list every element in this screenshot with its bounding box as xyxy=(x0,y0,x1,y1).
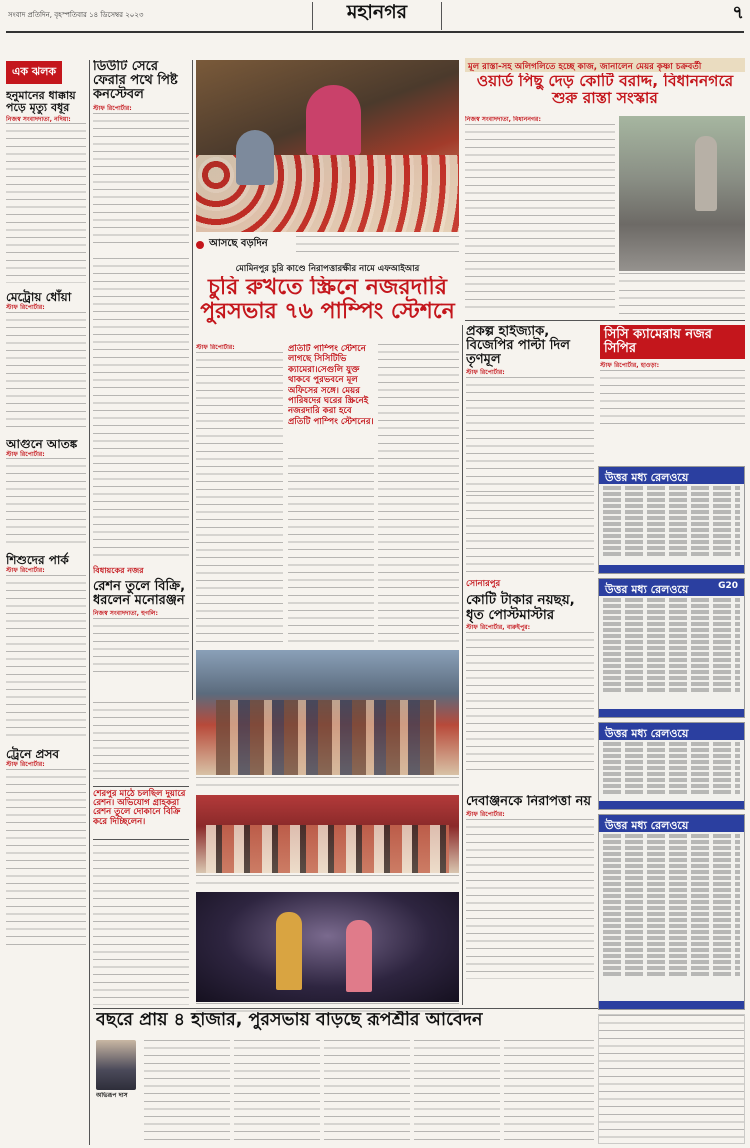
rail-row xyxy=(603,888,740,892)
right-top-byline: নিজস্ব সংবাদদাতা, বিধাননগর: xyxy=(465,116,541,123)
story5-text xyxy=(6,769,86,949)
rail-row xyxy=(603,930,740,934)
sub-story-title: শেরপুর মাঠে চলছিল দুয়ারে রেশন। অভিযোগ গ্রাহকরা রেশন তুলে দোকানে বিক্রি করে দিচ্ছিলেন। xyxy=(93,786,189,840)
ration-photo xyxy=(196,650,459,775)
rail-row xyxy=(603,622,740,626)
rail-row xyxy=(603,534,740,538)
mla-text xyxy=(93,618,189,678)
center-rule xyxy=(462,325,463,1005)
rail-row xyxy=(603,634,740,638)
rail-row xyxy=(603,858,740,862)
main-body-3 xyxy=(378,344,459,644)
rail-row xyxy=(603,498,740,502)
dancer-1 xyxy=(276,912,302,990)
rail-ad-2-title-text: উত্তর মধ্য রেলওয়ে xyxy=(605,583,689,596)
dance-photo xyxy=(196,892,459,1002)
rail-ad-4-footer xyxy=(599,1001,744,1009)
rail-row xyxy=(603,966,740,970)
dancer-2 xyxy=(346,920,372,992)
bottom-col-5 xyxy=(504,1040,594,1144)
rail-row xyxy=(603,936,740,940)
rail-row xyxy=(603,876,740,880)
story2-byline: স্টাফ রিপোর্টার: xyxy=(6,304,45,312)
rail-row xyxy=(603,540,740,544)
rail-row xyxy=(603,546,740,550)
dev-title: দেবাঞ্জনকে নিরাপত্তা নয় xyxy=(466,795,592,809)
cctv-byline: স্টাফ রিপোর্টার, হাওড়া: xyxy=(600,362,660,370)
bottom-col-4 xyxy=(414,1040,500,1144)
rail-ad-3-footer xyxy=(599,801,744,809)
rail-ad-2-footer xyxy=(599,709,744,717)
rail-row xyxy=(603,492,740,496)
rail-ad-2 xyxy=(598,578,745,718)
main-pullquote: প্রতিটি পাম্পিং স্টেশনে লাগছে সিসিটিভি ক্যামেরা।সেগুলি যুক্ত থাকবে পুরভবনে মূল অফিসের সঙ্গে। মেয়র পারিষদের ঘরের স্ক্রিনেই নজরদারি করা হবে প্রতিটি পাম্পিং স্টেশনের। xyxy=(288,344,374,427)
story3-byline: স্টাফ রিপোর্টার: xyxy=(6,450,45,458)
post-kicker: সোনারপুর xyxy=(466,579,501,589)
hijack-story xyxy=(466,325,594,495)
rail-row xyxy=(603,522,740,526)
rail-row xyxy=(603,864,740,868)
rail-row xyxy=(603,846,740,850)
main-body-1 xyxy=(196,352,283,642)
rail-row xyxy=(603,948,740,952)
rail-row xyxy=(603,640,740,644)
page-number: ৭ xyxy=(732,3,744,23)
left-column xyxy=(6,60,86,1145)
child-figure xyxy=(236,130,274,185)
rail-row xyxy=(603,942,740,946)
story4-byline: স্টাফ রিপোর্টার: xyxy=(6,567,45,575)
rail-row xyxy=(603,688,740,692)
rail-row xyxy=(603,894,740,898)
constable-story xyxy=(93,60,189,255)
hijack-byline: স্টাফ রিপোর্টার: xyxy=(466,369,505,377)
rail-ad-1 xyxy=(598,466,745,574)
mla-story xyxy=(93,565,189,700)
road-repair-photo xyxy=(619,116,745,271)
rail-row xyxy=(603,954,740,958)
hijack-text xyxy=(466,377,594,495)
cctv-title: সিসি ক্যামেরায় নজর সিপির xyxy=(600,325,745,359)
mla-text-2 xyxy=(93,702,189,782)
quick-news-tag: এক ঝলক xyxy=(6,61,62,84)
rail-row xyxy=(603,598,740,602)
bottom-byline: অভিরূপ দাস xyxy=(96,1092,128,1099)
rail-row xyxy=(603,784,740,788)
rail-row xyxy=(603,840,740,844)
rail-row xyxy=(603,528,740,532)
mla-byline: নিজস্ব সংবাদদাতা, হুগলি: xyxy=(93,610,159,618)
rail-row xyxy=(603,900,740,904)
left-col-rule xyxy=(89,60,90,1145)
constable-byline: স্টাফ রিপোর্টার: xyxy=(93,105,132,113)
right-top-title: ওয়ার্ড পিছু দেড় কোটি বরাদ্দ, বিধাননগরে শুরু রাস্তা সংস্কার xyxy=(476,73,734,107)
rail-row xyxy=(603,628,740,632)
story1-byline: নিজস্ব সংবাদদাতা, নদিয়া: xyxy=(6,115,71,123)
main-text-col1 xyxy=(196,344,283,644)
caption-text xyxy=(296,236,459,254)
rail-row xyxy=(603,748,740,752)
bottom-rule xyxy=(93,1008,598,1009)
rail-row xyxy=(603,924,740,928)
constable-text xyxy=(93,113,189,243)
rail-row xyxy=(603,510,740,514)
rail-row xyxy=(603,790,740,794)
col2-rule xyxy=(192,60,193,700)
right-top-text xyxy=(465,116,615,316)
bottom-col-3 xyxy=(324,1040,410,1144)
story1-text xyxy=(6,123,86,283)
rail-row xyxy=(603,664,740,668)
caption-dot-icon xyxy=(196,241,204,249)
post-story xyxy=(466,577,594,792)
rail-ad-1-footer xyxy=(599,565,744,573)
constable-text-cont xyxy=(93,258,189,558)
rail-row xyxy=(603,676,740,680)
main-kicker: মোমিনপুর চুরি কাণ্ডে নিরাপত্তারক্ষীর নামে এফআইআর xyxy=(235,264,420,274)
rail-row xyxy=(603,906,740,910)
rail-row xyxy=(603,972,740,976)
story3-title: আগুনে আতঙ্ক xyxy=(6,436,78,451)
cctv-text xyxy=(600,370,745,430)
rail-row xyxy=(603,778,740,782)
person-figure xyxy=(306,85,361,155)
photo-caption-row xyxy=(196,234,459,256)
masthead-left-info: সংবাদ প্রতিদিন, বৃহস্পতিবার ১৪ ডিসেম্বর ২০২৩ xyxy=(8,11,144,19)
masthead-rule xyxy=(6,31,744,33)
rail-row xyxy=(603,882,740,886)
bottom-right-ad xyxy=(598,1014,745,1144)
mla-title: রেশন তুলে বিক্রি, ধরলেন মনোরঞ্জন xyxy=(93,579,186,609)
story3-text xyxy=(6,458,86,546)
constable-title: ডিউটি সেরে ফেরার পথে পিষ্ট কনস্টেবল xyxy=(93,60,178,103)
rail-row xyxy=(603,834,740,838)
rail-ad-3 xyxy=(598,722,745,810)
christmas-photo xyxy=(196,60,459,232)
story5-byline: স্টাফ রিপোর্টার: xyxy=(6,760,45,768)
cctv-story xyxy=(600,325,745,460)
rail-row xyxy=(603,670,740,674)
rail-row xyxy=(603,552,740,556)
mla-kicker: বিধায়কের নজর xyxy=(93,566,144,575)
rail-row xyxy=(603,652,740,656)
rail-row xyxy=(603,604,740,608)
bottom-col-2 xyxy=(234,1040,320,1144)
dev-text xyxy=(466,819,594,979)
rail-ad-4 xyxy=(598,814,745,1010)
right-top-kicker: মূল রাস্তা-সহ অলিগলিতে হচ্ছে কাজ, জানালেন মেয়র কৃষ্ণা চক্রবর্তী xyxy=(465,58,745,72)
story1-title: হনুমানের ধাক্কায় পড়ে মৃত্যু বধূর xyxy=(6,89,76,114)
story4-title: শিশুদের পার্ক xyxy=(6,553,69,568)
rail-ad-1-title: উত্তর মধ্য রেলওয়ে xyxy=(599,467,744,484)
rail-row xyxy=(603,616,740,620)
rail-row xyxy=(603,766,740,770)
rail-row xyxy=(603,646,740,650)
story5-title: ট্রেনে প্রসব xyxy=(6,746,60,761)
rail-row xyxy=(603,912,740,916)
right-top-body-2 xyxy=(619,290,745,317)
post-title: কোটি টাকার নয়ছয়, ধৃত পোস্টমাস্টার xyxy=(466,592,575,623)
rail-row xyxy=(603,772,740,776)
hijack-text-2 xyxy=(466,495,594,573)
worker-figure xyxy=(695,136,717,211)
ration-crowd xyxy=(216,700,436,775)
main-byline: স্টাফ রিপোর্টার: xyxy=(196,344,235,351)
dev-story xyxy=(466,795,594,1005)
rail-row xyxy=(603,658,740,662)
rail-row xyxy=(603,516,740,520)
post-byline: স্টাফ রিপোর্টার, বারুইপুর: xyxy=(466,624,531,632)
story4-text xyxy=(6,575,86,740)
rail-row xyxy=(603,760,740,764)
bottom-col-1 xyxy=(144,1040,230,1144)
road-photo-caption xyxy=(619,273,745,287)
main-body-2 xyxy=(288,458,374,644)
main-title: চুরি রুখতে স্ক্রিনে নজরদারি পুরসভার ৭৬ পাম্পিং স্টেশনে xyxy=(200,276,455,324)
sub-story-text xyxy=(93,845,189,1005)
rail-row xyxy=(603,918,740,922)
story2-title: মেট্রোয় ধোঁয়া xyxy=(6,290,72,305)
rail-ad-2-title xyxy=(599,579,744,596)
rail-row xyxy=(603,754,740,758)
rail-row xyxy=(603,610,740,614)
author-avatar xyxy=(96,1040,136,1090)
rail-row xyxy=(603,852,740,856)
bottom-title: বছরে প্রায় ৪ হাজার, পুরসভায় বাড়ছে রূপশ্রীর আবেদন xyxy=(96,1011,483,1030)
ration-caption xyxy=(196,777,459,791)
hijack-title: প্রকল্প হাইজ্যাক, বিজেপির পাল্টা দিল তৃণমূল xyxy=(466,325,570,368)
dev-byline: স্টাফ রিপোর্টার: xyxy=(466,811,505,819)
rail-row xyxy=(603,682,740,686)
rail-row xyxy=(603,960,740,964)
rail-row xyxy=(603,504,740,508)
seminar-photo xyxy=(196,795,459,873)
seminar-caption xyxy=(196,875,459,889)
right-top-rule xyxy=(465,320,745,321)
rail-row xyxy=(603,742,740,746)
story2-text xyxy=(6,312,86,430)
post-text xyxy=(466,632,594,772)
right-top-body xyxy=(465,124,615,312)
rail-row xyxy=(603,870,740,874)
g20-logo: G20 xyxy=(718,581,738,591)
seminar-people xyxy=(206,825,449,873)
section-title: মহানগর xyxy=(312,2,442,30)
rail-ad-3-title: উত্তর মধ্য রেলওয়ে xyxy=(599,723,744,740)
caption-tag: আসছে বড়দিন xyxy=(209,238,268,250)
rail-ad-4-title: উত্তর মধ্য রেলওয়ে xyxy=(599,815,744,832)
rail-row xyxy=(603,486,740,490)
